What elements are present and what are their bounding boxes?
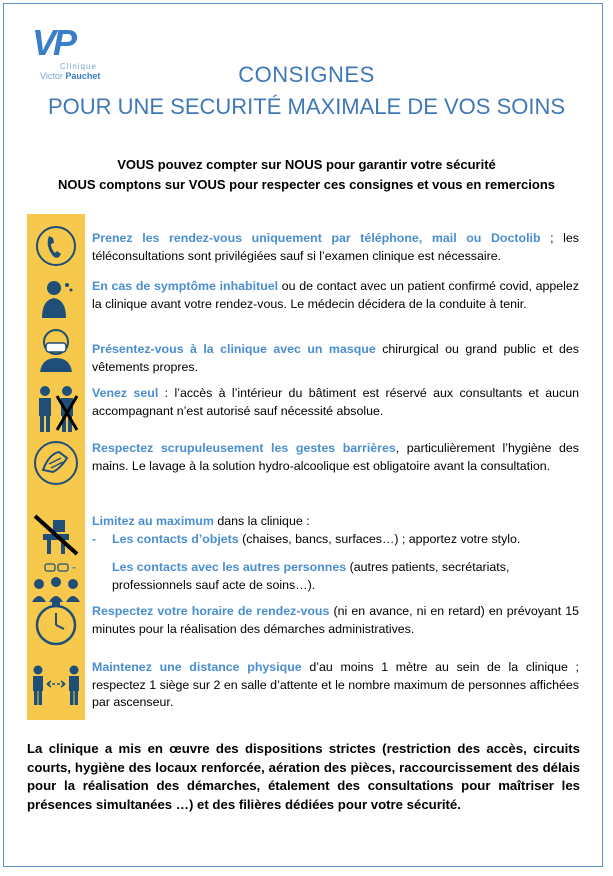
intro-line-2: NOUS comptons sur VOUS pour respecter ces consignes et vous en remercions (57, 177, 556, 192)
people-contact-icon (27, 562, 85, 602)
phone-icon (27, 224, 85, 268)
instruction-symptom: En cas de symptôme inhabituel ou de contact avec un patient confirmé covid, appelez la clinique avant votre rendez-vous. Le médecin décidera de la conduite à tenir. (92, 279, 579, 311)
instruction-barrier: Respectez scrupuleusement les gestes barrières, particulièrement l’hygiène des mains. Le lavage à la solution hydro-alcoolique est obligatoire avant la consultation. (92, 441, 580, 473)
page-border (3, 3, 603, 867)
logo-line2: Victor Pauchet (40, 71, 101, 81)
footer-statement: La clinique a mis en œuvre des dispositions strictes (restriction des accès, circuits courts, hygiène des locaux renforcée, aération des pièces, raccourcissement des délais pour la réalisation des démarches, étalement des consultations pour maîtriser les présences simultanées …) et des filières dédiées pour votre sécurité. (27, 741, 580, 812)
instruction-schedule: Respectez votre horaire de rendez-vous (ni en avance, ni en retard) en prévoyant 15 minutes pour la réalisation des démarches administratives. (92, 604, 579, 636)
clock-icon (27, 600, 85, 646)
sick-person-icon (27, 276, 85, 320)
subitem-objects: - Les contacts d’objets (chaises, bancs, surfaces…) ; apportez votre stylo. (92, 532, 521, 546)
logo-mark: VP (32, 22, 75, 63)
logo-line1: Clinique (60, 62, 97, 71)
distance-icon (27, 664, 85, 706)
instruction-distance: Maintenez une distance physique d’au moins 1 mètre au sein de la clinique ; respectez 1 siège sur 2 en salle d’attente et le nombre maximum de personnes affichées par ascenseur. (92, 660, 579, 709)
instruction-alone: Venez seul : l’accès à l’intérieur du bâtiment est réservé aux consultants et aucun accompagnant n’est autorisé sauf nécessité absolue. (92, 386, 579, 418)
no-touch-icon (27, 512, 85, 558)
intro-line-1: VOUS pouvez compter sur NOUS pour garantir votre sécurité (117, 157, 496, 172)
instruction-appointment: Prenez les rendez-vous uniquement par téléphone, mail ou Doctolib ; les téléconsultations sont privilégiées sauf si l’examen clinique est nécessaire. (92, 231, 579, 263)
mask-icon (27, 326, 85, 372)
single-person-icon (27, 384, 85, 434)
page-subtitle: POUR UNE SECURITÉ MAXIMALE DE VOS SOINS (47, 94, 566, 119)
hand-wash-icon (27, 440, 85, 486)
subitem-people: - Les contacts avec les autres personnes (autres patients, secrétariats, professionnels sauf acte de soins…). (72, 560, 510, 592)
page-title: CONSIGNES (238, 62, 375, 87)
instruction-mask: Présentez-vous à la clinique avec un masque chirurgical ou grand public et des vêtements propres. (92, 342, 579, 374)
instruction-limit: Limitez au maximum dans la clinique : (92, 514, 310, 528)
